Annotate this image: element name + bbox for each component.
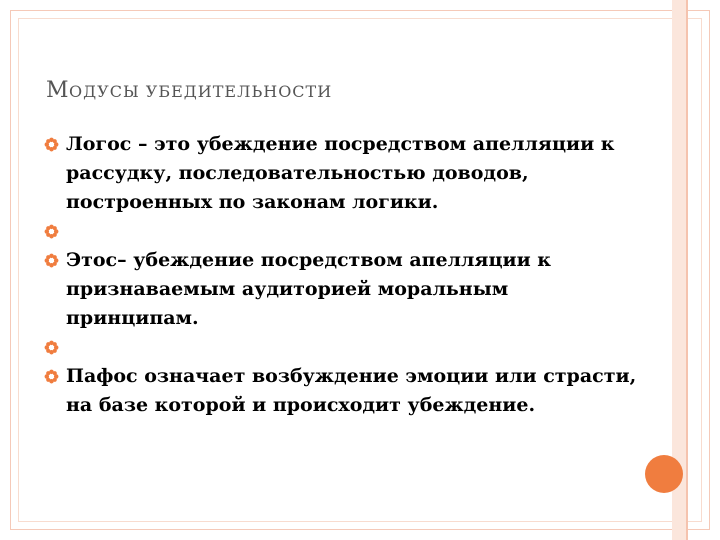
bullet-list xyxy=(44,130,644,420)
sun-flower-bullet-icon xyxy=(44,369,59,384)
sun-flower-bullet-icon xyxy=(44,137,59,152)
bullet-item-pathos xyxy=(44,362,644,420)
slide-title-cap: М xyxy=(46,78,70,103)
sun-flower-bullet-icon xyxy=(44,224,59,239)
bullet-text: Пафос означает возбуждение эмоции или страсти, на базе которой и происходит убеждение. xyxy=(66,365,637,416)
slide-title xyxy=(46,78,332,103)
bullet-item-empty-1 xyxy=(44,217,644,246)
bullet-item-logos xyxy=(44,130,644,217)
slide-title-rest: ОДУСЫ УБЕДИТЕЛЬНОСТИ xyxy=(69,82,333,101)
sun-flower-bullet-icon xyxy=(44,253,59,268)
bullet-item-empty-2 xyxy=(44,333,644,362)
sun-flower-bullet-icon xyxy=(44,340,59,355)
bullet-item-ethos xyxy=(44,246,644,333)
decorative-orange-circle xyxy=(645,455,683,493)
bullet-text: Этос– убеждение посредством апелляции к признаваемым аудиторией моральным принципам. xyxy=(66,249,552,329)
bullet-text: Логос – это убеждение посредством апелляции к рассудку, последовательностью доводов, построенных по законам логики. xyxy=(66,133,615,213)
decorative-right-line xyxy=(686,0,688,540)
